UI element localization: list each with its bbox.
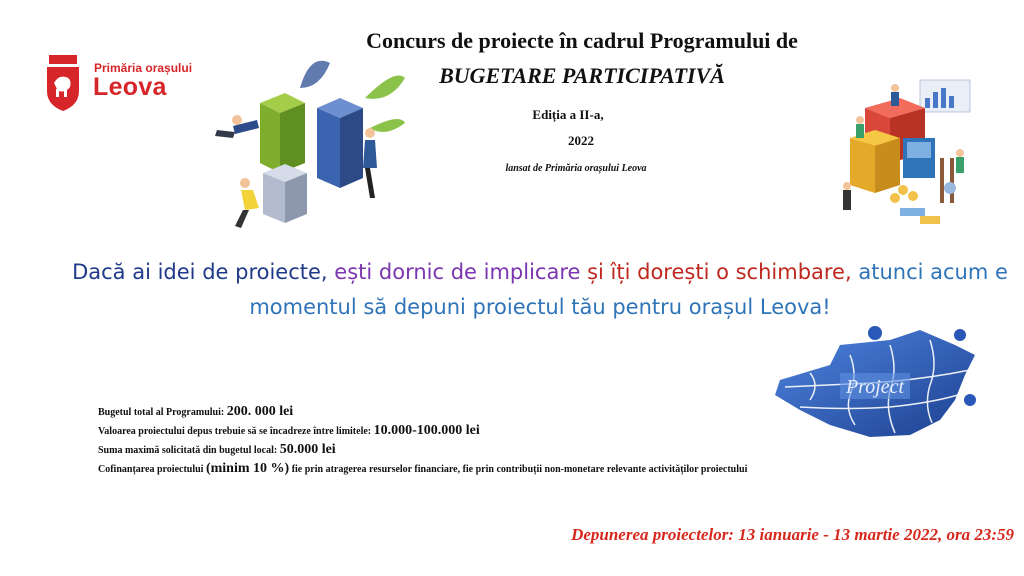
max-value: 50.000 lei [279,442,336,457]
info-row-cofinancing [98,459,998,478]
budget-value: 200. 000 lei [226,404,294,419]
submission-deadline: Depunerea proiectelor: 13 ianuarie - 13 martie 2022, ora 23:59 [571,525,1014,544]
title-line-2: BUGETARE PARTICIPATIVĂ [439,63,725,88]
cofin-rest: fie prin atragerea resurselor financiare, fie prin contribuții non-monetare relevante activităților proiectului [289,464,748,475]
slogan-part-5: momentul să depuni proiectul tău pentru orașul Leova! [249,295,831,319]
teamwork-illustration [825,78,975,228]
call-to-action-slogan [60,255,1020,325]
logo-line-1: Primăria orașului [94,61,193,75]
info-row-value-range [98,421,998,440]
budget-label: Bugetul total al Programului: [98,407,227,418]
cofin-value: (minim 10 %) [205,461,290,476]
program-info-list [98,402,998,478]
title-line-1: Concurs de proiecte în cadrul Programului de [366,28,798,53]
year-label: 2022 [568,133,594,148]
max-label: Suma maximă solicitată din bugetul local: [98,445,280,456]
launched-by-label: lansat de Primăria orașului Leova [505,163,647,174]
cubes-people-illustration [205,58,415,233]
value-label: Valoarea proiectului depus trebuie să se încadreze între limitele: [98,426,374,437]
cofin-label: Cofinanțarea proiectului [98,464,206,475]
value-range: 10.000-100.000 lei [373,423,480,438]
slogan-part-1: Dacă ai idei de proiecte, [72,260,335,284]
puzzle-word: Project [845,376,905,398]
slogan-part-3: și îți dorești o schimbare, [587,260,859,284]
slogan-part-2: ești dornic de implicare [334,260,588,284]
info-row-budget [98,402,998,421]
info-row-max-sum [98,440,998,459]
logo-line-2: Leova [93,73,167,101]
slogan-part-4: atunci acum e [858,260,1008,284]
edition-label: Ediția a II-a, [532,107,604,122]
